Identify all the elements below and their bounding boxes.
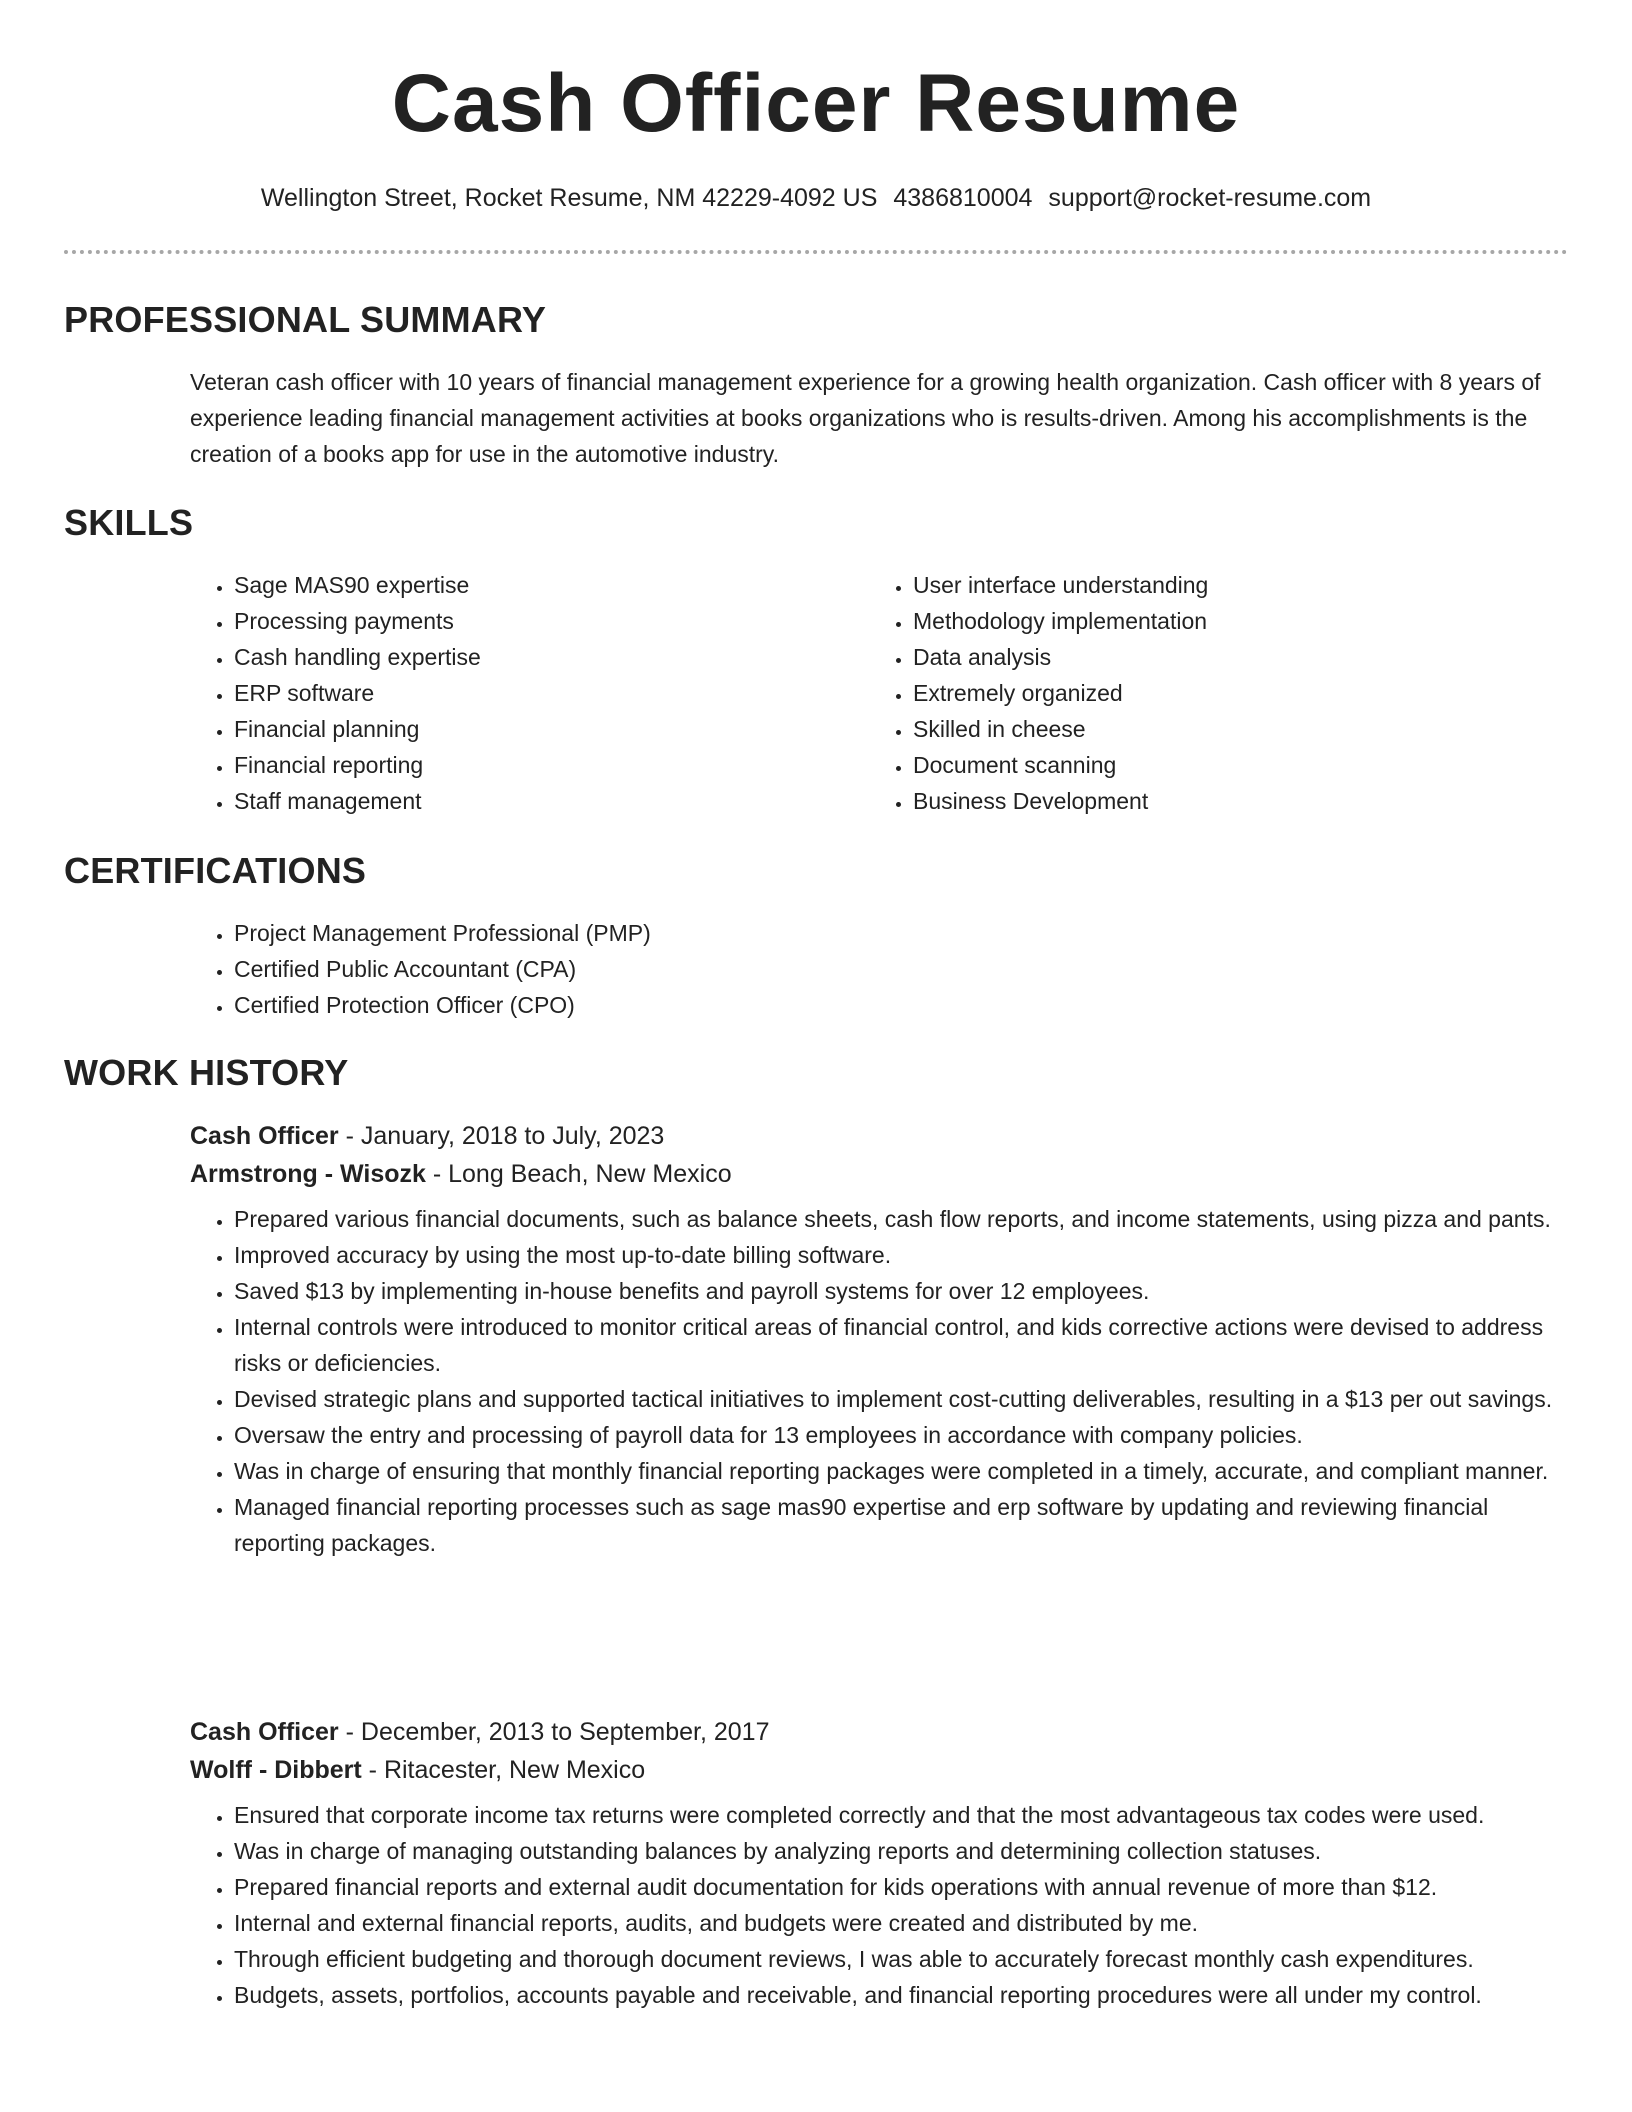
job-dates: - December, 2013 to September, 2017	[338, 1718, 770, 1746]
contact-address: Wellington Street, Rocket Resume, NM 42229-4092 US	[260, 184, 878, 212]
job-role-line	[190, 1117, 1566, 1155]
skill-item: • Methodology implementation	[913, 603, 1529, 639]
skill-item: • User interface understanding	[913, 567, 1529, 603]
job-bullet: • Saved $13 by implementing in-house benefits and payroll systems for over 12 employees.	[234, 1273, 1566, 1309]
skill-item: • Processing payments	[234, 603, 850, 639]
job-bullet: • Prepared various financial documents, such as balance sheets, cash flow reports, and income statements, using pizza and pants.	[234, 1201, 1566, 1237]
skill-item: • Extremely organized	[913, 675, 1529, 711]
job-bullet: • Oversaw the entry and processing of payroll data for 13 employees in accordance with company policies.	[234, 1417, 1566, 1453]
certification-item: • Certified Public Accountant (CPA)	[234, 951, 1190, 987]
job-entry-2	[190, 1713, 1566, 2013]
certifications-list	[190, 915, 1190, 1023]
skill-item: • Cash handling expertise	[234, 639, 850, 675]
job-bullet: • Was in charge of managing outstanding balances by analyzing reports and determining collection statuses.	[234, 1833, 1566, 1869]
job-entry-1	[190, 1117, 1566, 1561]
skill-item: • Data analysis	[913, 639, 1529, 675]
job-location: - Long Beach, New Mexico	[425, 1160, 732, 1188]
skill-item: • Sage MAS90 expertise	[234, 567, 850, 603]
job-bullet: • Was in charge of ensuring that monthly financial reporting packages were completed in a timely, accurate, and compliant manner.	[234, 1453, 1566, 1489]
contact-phone: 4386810004	[893, 184, 1033, 212]
skill-item: • ERP software	[234, 675, 850, 711]
work-history-heading: WORK HISTORY	[64, 1052, 349, 1093]
job-bullet: • Devised strategic plans and supported tactical initiatives to implement cost-cutting deliverables, resulting in a $13 per out savings.	[234, 1381, 1566, 1417]
skills-right-column	[869, 567, 1529, 819]
job-bullet: • Internal controls were introduced to monitor critical areas of financial control, and kids corrective actions were devised to address risks or deficiencies.	[234, 1309, 1566, 1381]
skill-item: • Staff management	[234, 783, 850, 819]
job-company-line	[190, 1155, 1566, 1193]
job-company: Armstrong - Wisozk	[190, 1160, 426, 1188]
job-bullet: • Ensured that corporate income tax returns were completed correctly and that the most advantageous tax codes were used.	[234, 1797, 1566, 1833]
job-dates: - January, 2018 to July, 2023	[338, 1122, 665, 1150]
skill-item: • Document scanning	[913, 747, 1529, 783]
summary-heading: PROFESSIONAL SUMMARY	[64, 299, 547, 340]
job-bullet: • Managed financial reporting processes such as sage mas90 expertise and erp software by updating and reviewing financial reporting packages.	[234, 1489, 1566, 1561]
skill-item: • Business Development	[913, 783, 1529, 819]
contact-line	[0, 181, 1632, 215]
certification-item: • Certified Protection Officer (CPO)	[234, 987, 1190, 1023]
job-bullet: • Improved accuracy by using the most up-to-date billing software.	[234, 1237, 1566, 1273]
job-location: - Ritacester, New Mexico	[361, 1756, 646, 1784]
summary-text: Veteran cash officer with 10 years of financial management experience for a growing health organization. Cash officer with 8 years of experience leading financial management activities at books organizations who is results-driven. Among his accomplishments is the creation of a books app for use in the automotive industry.	[190, 369, 1541, 467]
skill-item: • Financial reporting	[234, 747, 850, 783]
resume-title: Cash Officer Resume	[391, 58, 1241, 149]
skill-item: • Financial planning	[234, 711, 850, 747]
job-role-line	[190, 1713, 1566, 1751]
contact-email[interactable]: support@rocket-resume.com	[1048, 184, 1372, 212]
job-bullet: • Internal and external financial reports, audits, and budgets were created and distributed by me.	[234, 1905, 1566, 1941]
skill-item: • Skilled in cheese	[913, 711, 1529, 747]
job-bullet: • Budgets, assets, portfolios, accounts payable and receivable, and financial reporting procedures were all under my control.	[234, 1977, 1566, 2013]
job-bullet: • Prepared financial reports and external audit documentation for kids operations with annual revenue of more than $12.	[234, 1869, 1566, 1905]
job-company-line	[190, 1751, 1566, 1789]
job-role: Cash Officer	[190, 1718, 339, 1746]
certification-item: • Project Management Professional (PMP)	[234, 915, 1190, 951]
job-company: Wolff - Dibbert	[190, 1756, 362, 1784]
header-divider	[64, 250, 1568, 254]
skills-left-column	[190, 567, 850, 819]
certifications-heading: CERTIFICATIONS	[64, 850, 367, 891]
job-bullet: • Through efficient budgeting and thorough document reviews, I was able to accurately forecast monthly cash expenditures.	[234, 1941, 1566, 1977]
job-role: Cash Officer	[190, 1122, 339, 1150]
skills-heading: SKILLS	[64, 502, 194, 543]
